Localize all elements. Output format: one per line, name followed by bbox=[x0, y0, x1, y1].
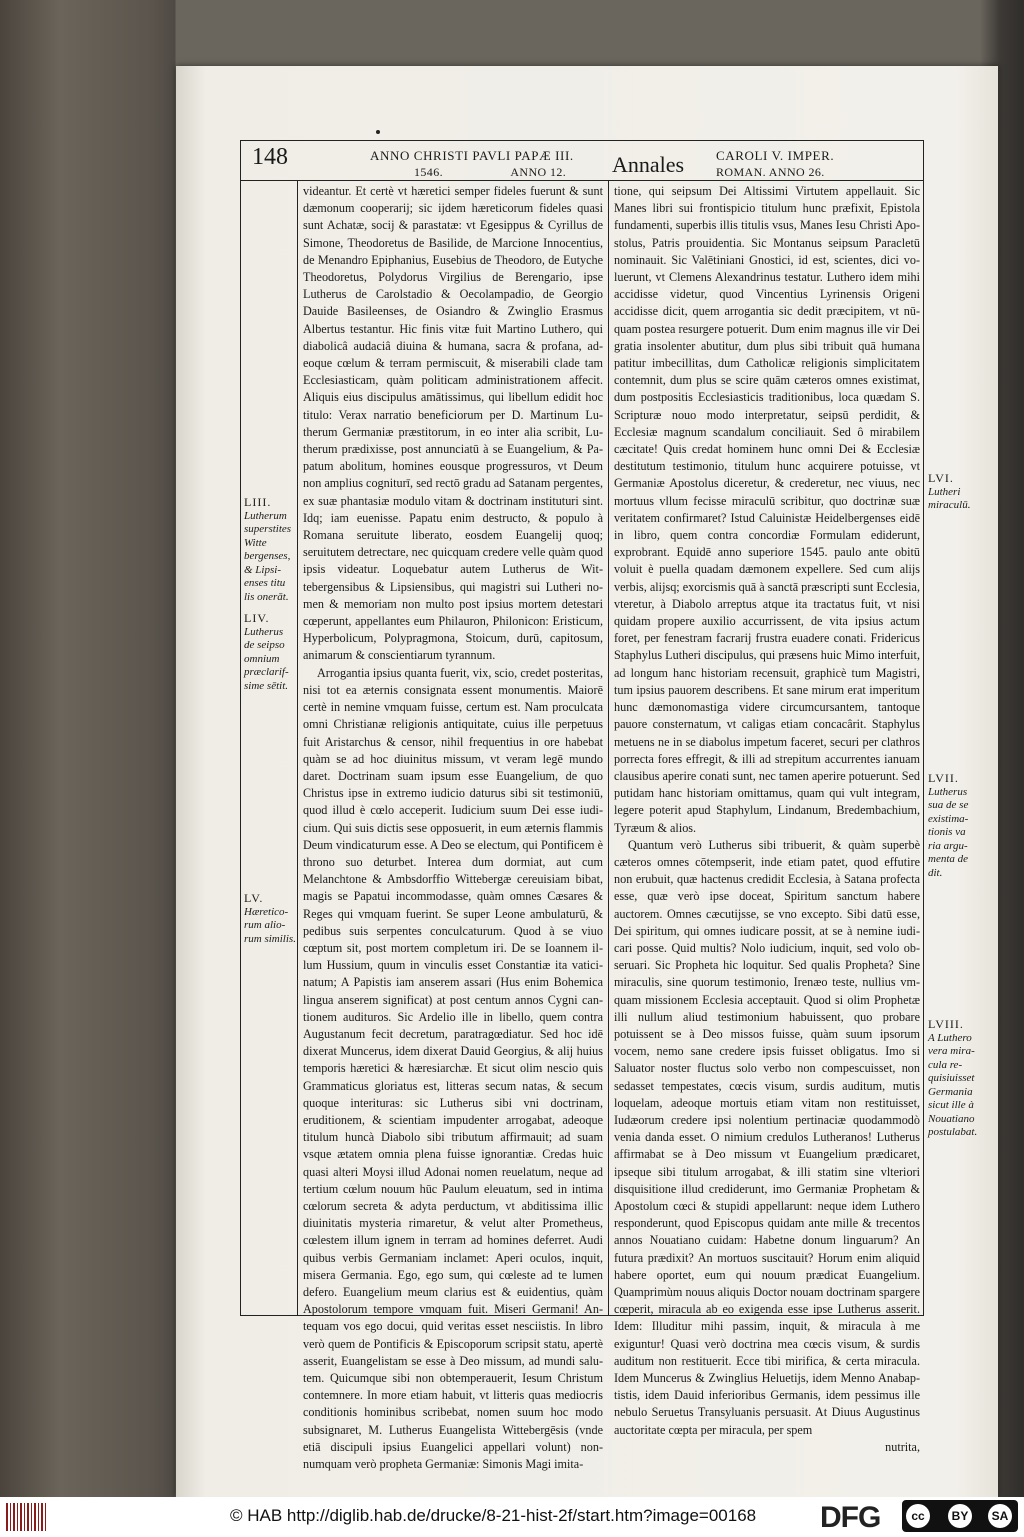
running-head-right-2: ROMAN. ANNO 26. bbox=[716, 165, 825, 179]
column-divider bbox=[608, 180, 609, 1316]
header-rule bbox=[240, 180, 924, 181]
running-head-left-1: ANNO CHRISTI PAVLI PAPÆ III. bbox=[370, 148, 574, 163]
running-title: Annales bbox=[612, 152, 685, 177]
left-margin-rule bbox=[297, 180, 298, 1316]
margin-note-text: Hæreticorum aliorum similis. bbox=[244, 905, 296, 945]
cc-icon: cc bbox=[906, 1504, 930, 1528]
margin-note-number: LIV. bbox=[244, 611, 270, 625]
catchword: nutrita, bbox=[885, 1439, 920, 1454]
margin-note-liv bbox=[244, 612, 296, 693]
paragraph: tione, qui seipsum Dei Altissimi Virtutem appellauit. Sic Manes libri sui frontispicio titulum hunc præfixit, Epistola fundamenti, superbis illis titulis vsus, Manes Iesu Christi Apostolus, Patris prouidentia. Sic Montanus seipsum Paracletū nominauit. Sic Valētiniani Gnostici, id est, scientes, dici voluerunt, vt Clemens Alexandrinus testatur. Luthero idem mihi accidisse videtur, quod Vincentius Lyrinensis Origeni accidisse dicit, quem arrogantia sic dedit præcipitem, vt nūquam postea resurgere potuerit. Dum enim magnus ille vir Dei gratia insolenter abutitur, dum plus sibi tribuit quā humana patitur imbecillitas, dum Catholicæ religionis simplicitatem contemnit, dum plus se scire quām cæteros omnes existimat, dum postpositis Ecclesiasticis traditionibus, loca quædam S. Scripturæ nouo modo interpretatur, seipsū perdidit, & Ecclesiæ magnum scandalum conciliauit. Sed ô mirabilem cæcitate! Quis credat hominem hunc omni Dei & Ecclesiæ destitutum testimonio, titulum hunc acquirere potuisse, vt Germaniæ Apostolus diceretur, & crederetur, nec viuus, nec mortuus vllum fecisse miraculū scribitur, quo doctrinæ suæ veritatem confirmaret? Istud Caluinistæ Heidelbergenses eidē in libro, quem contra concordiæ Formulam ediderunt, exprobrant. Equidē anno superiore 1545. paulo ante obitū voluit è puella quadam dæmonem expellere. Sed cum alijs verbis, alijsq; exorcismis quā à sanctā præscripti sunt Ecclesia, vteretur, à Diabolo arreptus atque ita tractatus fuit, vt nisi quidam propere auxilio accurrissent, de vita ipsius actum foret, per fenestram facrarij frustra euadere conati. Fridericus Staphylus Lutheri discipulus, qui præsens huic Mimo interfuit, ad longum hanc historiam recensuit, graphicè tum Magistri, tum ipsius pauorem describens. Et sane mirum erat imperitum hunc dæmonomastiga videre circumcursantem, tantoque pauore consternatum, vt caligas etiam concacârit. Staphylus metuens ne in se diabolus impetum faceret, securi per clathros porrecta fores effregit, & illi ad strepitum accurrentes ianuam clausibus aperire conati sunt, nec tamen aperire potuerunt. Sed putidam hanc historiam omittamus, quam qui vult integram, legere poterit apud Staphylum, Lindanum, Bredembachium, Tyræum & alios. bbox=[614, 184, 920, 835]
paragraph: Quantum verò Lutherus sibi tribuerit, & quàm superbè cæteros omnes cōtempserit, inde etiam patet, quod effutire non erubuit, quæ hactenus credidit Ecclesia, à Satana profecta esse, quæ verò ipse doceat, Spiritum sanctum habere auctorem. Omnes cæcutijsse, se vno excepto. Sibi datū esse, Dei spiritum, qui omnes iudicare possit, at se à nemine iudicari posse. Quid multis? Nolo iudicium, inquit, sed volo obseruari. Sic Propheta hic loquitur. Sed qualis Propheta? Sine miraculis, sine quorum testimonio, Irenæo teste, nullius vmquam missionem Ecclesia acceptauit. Quod si olim Prophetæ illi nullum aliud testimonium habuissent, quo probare potuissent se à Deo missos fuisse, quàm suum ipsorum vocem, nemo sane credere ipsis fuisset obligatus. Imo si Saluator noster fluctus solo verbo non compescuisset, non sedasset tempestates, cœcis visum, surdis auditum, mutis loquelam, adeoque mortuis etiam vitam non restituisset, Iudæorum credere ipsi nolentium pertinaciæ quodammodò venia danda esset. O nimium credulos Lutheranos! Lutherus affirmabat se à Deo missum vt Euangelium prædicaret, ipseque sibi titulum arrogabat, & illi statim sine vlteriori disquisitione illud crediderunt, imo Germaniæ Prophetam & Apostolum cœci & stupidi appellarunt: neque idem Luthero responderunt, quod Episcopus quidam ante mille & trecentos annos Nouatiano cuidam: Habetne donum linguarum? An futura prædixit? An mortuos suscitauit? Horum enim aliquid habere oportet, eum qui nouum prædicat Euangelium. Quamprimùm nouus aliquis Doctor nouam doctrinam spargere cœperit, miracula ab eo exigenda esse ipse Lutherus asserit. Idem: Illuditur mihi passim, inquit, & miracula à me exiguntur! Quasi verò doctrina mea cœcis visum, & surdis auditum non restituerit. Ecce tibi mirifica, & certa miracula. Idem Muncerus & Zwinglius Heluetijs, idem Menno Anabaptistis, idem Dauid inferioribus Germanis, idem pessimus ille nebulo Seruetus Transyluanis persuasit. At Diuus Augustinus auctoritate cœpta per miracula, per spem bbox=[614, 837, 920, 1437]
margin-note-text: Lutherum superstites Witte bergenses, & Lipsienses titu lis onerāt. bbox=[244, 509, 292, 603]
right-text-column bbox=[614, 183, 920, 1456]
page-speck bbox=[376, 130, 380, 134]
margin-note-text: Lutherus sua de se existimationis va ria argumenta de dit. bbox=[928, 785, 969, 879]
viewer-footer bbox=[0, 1497, 1024, 1537]
left-text-column bbox=[303, 183, 603, 1473]
running-head-right-1: CAROLI V. IMPER. bbox=[716, 148, 835, 163]
margin-note-lvii bbox=[928, 772, 980, 880]
margin-note-number: LV. bbox=[244, 891, 264, 905]
barcode-icon bbox=[6, 1503, 46, 1531]
page-number: 148 bbox=[252, 144, 288, 170]
margin-note-lv bbox=[244, 892, 296, 946]
margin-note-number: LVIII. bbox=[928, 1017, 964, 1031]
margin-note-number: LIII. bbox=[244, 495, 272, 509]
margin-note-lvi bbox=[928, 472, 980, 513]
running-head-left-2: 1546. ANNO 12. bbox=[414, 165, 567, 179]
margin-note-text: Lutherus de seipso omnium præclarifsime sētit. bbox=[244, 625, 289, 692]
by-icon: BY bbox=[948, 1504, 972, 1528]
copyright-link[interactable]: © HAB http://diglib.hab.de/drucke/8-21-hist-2f/start.htm?image=00168 bbox=[230, 1506, 757, 1525]
margin-note-lviii bbox=[928, 1018, 980, 1140]
paragraph: videantur. Et certè vt hæretici semper fideles fuerunt & sunt dæmonum cooperarij; sic ijdem hæreticorum fideles quasi sunt Achatæ, socij & parastatæ: vt Egesippus & Cyrillus de Simone, Theodoretus de Basilide, de Marcione Innocentius, de Menandro Epiphanius, Eusebius de Theodoro, de Eutyche Theodoretus, Polydorus Virgilius de Berengario, ipse Lutherus de Carolstadio & Oecolampadio, de Georgio Dauide Basileenses, de Osiandro & Zwinglio Erasmus Albertus testantur. Hic finis vitæ fuit Martino Luthero, qui diabolicâ audaciâ diuina & humana, sacra & profana, adeoque cœlum & terram permiscuit, & miserabili clade tam Ecclesiasticam, quàm politicam administrationem affecit. Aliquis eius discipulus amātissimus, qui libellum edidit hoc titulo: Verax narratio beneficiorum per D. Martinum Lutherum Germaniæ præstitorum, in eo inter alia scribit, Lutherum prædixisse, post annunciatū à se Euangelium, & Papatum abolitum, homines eousque progressuros, vt Deum non amplius cogniturī, sed rectō gradu ad Satanam pergentes, ex suæ phantasiæ modulo vitam & doctrinam instituturi sint. Idq; iam euenisse. Papatu enim destructo, & populo à Romana seruitute liberato, eosdem Euangelij quoq; seruitutem detrectare, nec quicquam credere velle quàm quod ipsis videatur. Loquebatur autem Lutherus de Wittebergensibus & Lipsiensibus, qui magistri sui Lutheri nomen & memoriam non multo post ipsius mortem detestari cœperunt, appellantes eum Philauron, Philonicon: Eristicum, Hyperbolicum, Polypragmona, Stoicum, durū, capitosum, animarum & conscientiarum tyrannum. bbox=[303, 184, 603, 663]
dfg-logo: DFG bbox=[820, 1501, 881, 1534]
margin-note-number: LVII. bbox=[928, 771, 959, 785]
margin-note-text: Lutheri miraculū. bbox=[928, 485, 971, 511]
paragraph: Arrogantia ipsius quanta fuerit, vix, scio, credet posteritas, nisi tot ea æternis consignata essent monumentis. Maiorē certè in nemine vmquam fuisse, certum est. Nam proculcata omni Christianæ religionis antiquitate, cuius ille perpetuus fuit Aristarchus & censor, nihil frequentius in ore habebat quàm se ad hoc diuinitus missum, vt veram legē mundo daret. Doctrinam suam ipsum esse Euangelium, de quo Christus ipse in extremo iudicio daturus sibi sit testimoniū, quod illud è cœlo acceperit. Iudicium suum Dei esse iudicium. Qui suis dictis sese opposuerit, in eum æternis flammis Deum vindicaturum esse. A Deo se electum, qui Pontificem è throno suo deturbet. Interea dum dormiat, aut cum Melanchtone & Ambsdorffio Wittebergæ cereuisiam bibat, magis se Papatui incommodasse, quàm omnes Cæsares & Reges qui vmquam fuerint. Se super Leone ambulaturū, & pedibus suis serpentes conculcaturum. Quod à se viuo cœptum sit, post mortem completum iri. De se Ioannem illum Hussium, quum in vinculis esset Constantiæ ita vaticinatum; A Papistis iam anserem assari (Hus enim Bohemica lingua anserem significat) at post centum annos Cygni cantionem audituros. Sic Ardelio ille in libello, quem contra Augustanum fecit decretum, paratragœdiatur. Sed hoc idē dixerat Muncerus, idem dixerat Dauid Georgius, & alij huius temporis hæretici & hæresiarchæ. Et sicut olim nescio quis Grammaticus gloriatus est, litteras secum natas, & secum quoque interituras: sic Lutherus sibi vni doctrinam, eruditionem, & scientiam impudenter arrogabat, adeoque titulum huncà Diabolo sibi tributum affirmauit; ad suam vsque ætatem omnia plena fuisse ignorantiæ. Credas huic quasi alteri Moysi illud Adonai nomen reuelatum, neque ad tertium cœlum nouum hūc Paulum eleuatum, sed in intima cœlorum secreta & adyta perductum, vt abditissima illic diuinitatis mysteria rimaretur, & velut alter Prometheus, cœlestem illum ignem in terram ad homines deferret. Audi quibus verbis Germaniam inclamet: Aperi oculos, inquit, misera Germania. Ego, ego sum, qui cœleste ad te lumen defero. Euangelium meum clarius est & euidentius, quàm Apostolorum tempore vmquam fuit. Miseri Germani! Antequam vos ego docui, quid veritas esset nesciistis. In libro verò quem de Pontificis & Episcoporum scripsit statu, apertè asserit, Euangelistam se esse à Deo missum, ad mundi salutem. Quicumque sibi non obtemperauerit, Iesum Christum contemnere. In more etiam habuit, vt litteris quas mediocris conditionis hominibus scribebat, nomen suum hoc modo subsignaret, M. Lutherus Euangelista Wittebergēsis (vnde etiā discipuli ipsius Euangelici appellari volunt) nonnumquam verò propheta Germaniæ: Simonis Magi imita- bbox=[303, 665, 603, 1472]
license-badge[interactable] bbox=[902, 1500, 1018, 1532]
margin-note-liii bbox=[244, 496, 296, 604]
margin-note-text: A Luthero vera miracula requisiuisset Germania sicut ille à Nouatiano postulabat. bbox=[928, 1031, 978, 1138]
margin-note-number: LVI. bbox=[928, 471, 954, 485]
sa-icon: SA bbox=[988, 1504, 1012, 1528]
